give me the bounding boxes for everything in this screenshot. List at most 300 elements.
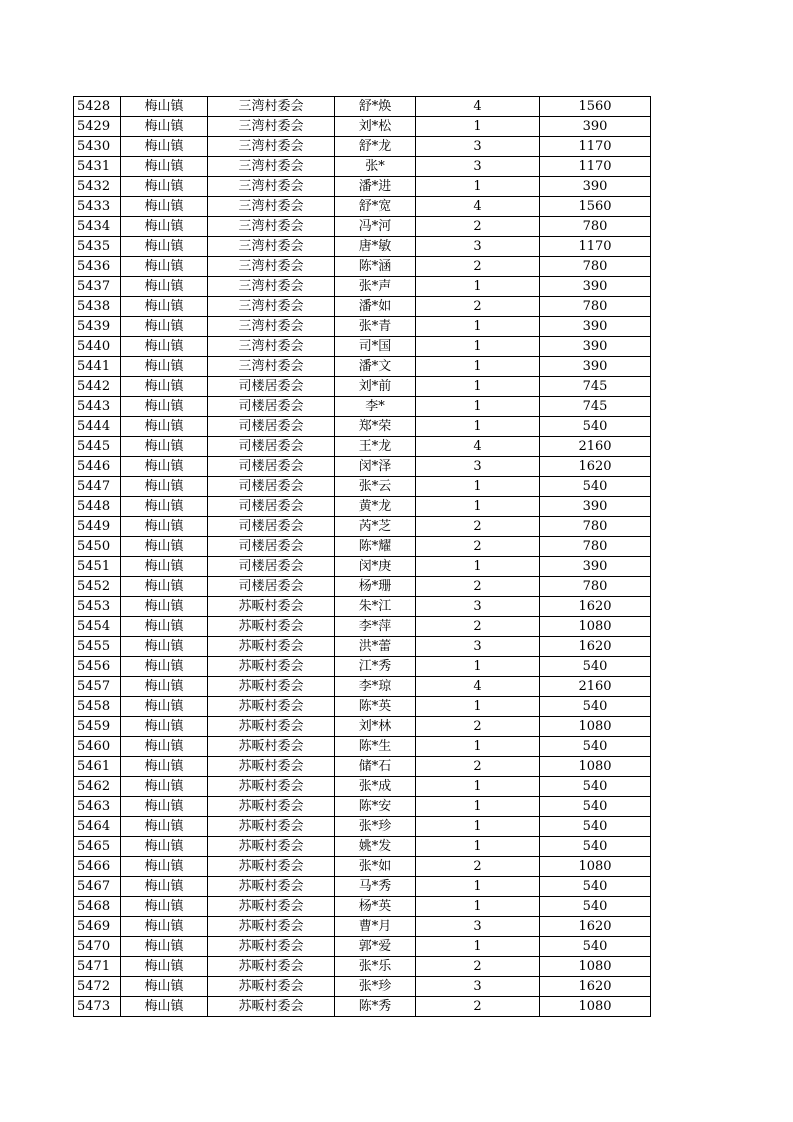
amount-cell: 390 xyxy=(540,277,651,297)
table-row xyxy=(74,497,651,517)
amount-cell: 540 xyxy=(540,477,651,497)
committee-cell: 苏畈村委会 xyxy=(208,737,335,757)
row-id-cell: 5454 xyxy=(74,617,121,637)
table-row xyxy=(74,697,651,717)
table-row xyxy=(74,817,651,837)
town-cell: 梅山镇 xyxy=(121,777,208,797)
town-cell: 梅山镇 xyxy=(121,437,208,457)
name-cell: 刘*林 xyxy=(335,717,416,737)
amount-cell: 1560 xyxy=(540,197,651,217)
count-cell: 4 xyxy=(416,677,540,697)
committee-cell: 苏畈村委会 xyxy=(208,957,335,977)
amount-cell: 540 xyxy=(540,417,651,437)
committee-cell: 三湾村委会 xyxy=(208,297,335,317)
name-cell: 郭*爱 xyxy=(335,937,416,957)
count-cell: 1 xyxy=(416,777,540,797)
amount-cell: 540 xyxy=(540,657,651,677)
table-row xyxy=(74,997,651,1017)
committee-cell: 三湾村委会 xyxy=(208,277,335,297)
amount-cell: 540 xyxy=(540,817,651,837)
amount-cell: 780 xyxy=(540,517,651,537)
row-id-cell: 5429 xyxy=(74,117,121,137)
table-row xyxy=(74,317,651,337)
row-id-cell: 5443 xyxy=(74,397,121,417)
committee-cell: 司楼居委会 xyxy=(208,577,335,597)
name-cell: 李* xyxy=(335,397,416,417)
committee-cell: 三湾村委会 xyxy=(208,157,335,177)
table-row xyxy=(74,837,651,857)
name-cell: 陈*涵 xyxy=(335,257,416,277)
town-cell: 梅山镇 xyxy=(121,597,208,617)
document-page xyxy=(73,96,651,1017)
amount-cell: 780 xyxy=(540,297,651,317)
table-row xyxy=(74,517,651,537)
committee-cell: 苏畈村委会 xyxy=(208,637,335,657)
table-row xyxy=(74,357,651,377)
town-cell: 梅山镇 xyxy=(121,717,208,737)
table-row xyxy=(74,657,651,677)
count-cell: 3 xyxy=(416,137,540,157)
amount-cell: 780 xyxy=(540,537,651,557)
town-cell: 梅山镇 xyxy=(121,737,208,757)
count-cell: 4 xyxy=(416,97,540,117)
name-cell: 刘*前 xyxy=(335,377,416,397)
row-id-cell: 5451 xyxy=(74,557,121,577)
town-cell: 梅山镇 xyxy=(121,577,208,597)
amount-cell: 540 xyxy=(540,777,651,797)
count-cell: 3 xyxy=(416,157,540,177)
name-cell: 司*国 xyxy=(335,337,416,357)
row-id-cell: 5452 xyxy=(74,577,121,597)
table-row xyxy=(74,277,651,297)
committee-cell: 三湾村委会 xyxy=(208,237,335,257)
row-id-cell: 5444 xyxy=(74,417,121,437)
committee-cell: 三湾村委会 xyxy=(208,317,335,337)
town-cell: 梅山镇 xyxy=(121,377,208,397)
committee-cell: 苏畈村委会 xyxy=(208,757,335,777)
count-cell: 1 xyxy=(416,177,540,197)
amount-cell: 1170 xyxy=(540,157,651,177)
town-cell: 梅山镇 xyxy=(121,97,208,117)
table-row xyxy=(74,617,651,637)
table-row xyxy=(74,177,651,197)
row-id-cell: 5461 xyxy=(74,757,121,777)
committee-cell: 苏畈村委会 xyxy=(208,597,335,617)
town-cell: 梅山镇 xyxy=(121,397,208,417)
name-cell: 冯*河 xyxy=(335,217,416,237)
name-cell: 舒*龙 xyxy=(335,137,416,157)
name-cell: 朱*江 xyxy=(335,597,416,617)
amount-cell: 1080 xyxy=(540,997,651,1017)
row-id-cell: 5434 xyxy=(74,217,121,237)
committee-cell: 司楼居委会 xyxy=(208,517,335,537)
town-cell: 梅山镇 xyxy=(121,317,208,337)
count-cell: 3 xyxy=(416,977,540,997)
table-row xyxy=(74,397,651,417)
table-row xyxy=(74,377,651,397)
row-id-cell: 5441 xyxy=(74,357,121,377)
town-cell: 梅山镇 xyxy=(121,117,208,137)
name-cell: 陈*耀 xyxy=(335,537,416,557)
town-cell: 梅山镇 xyxy=(121,257,208,277)
amount-cell: 390 xyxy=(540,117,651,137)
count-cell: 1 xyxy=(416,817,540,837)
committee-cell: 苏畈村委会 xyxy=(208,837,335,857)
amount-cell: 390 xyxy=(540,337,651,357)
committee-cell: 苏畈村委会 xyxy=(208,877,335,897)
town-cell: 梅山镇 xyxy=(121,197,208,217)
town-cell: 梅山镇 xyxy=(121,977,208,997)
row-id-cell: 5467 xyxy=(74,877,121,897)
town-cell: 梅山镇 xyxy=(121,297,208,317)
name-cell: 储*石 xyxy=(335,757,416,777)
committee-cell: 司楼居委会 xyxy=(208,497,335,517)
count-cell: 2 xyxy=(416,577,540,597)
row-id-cell: 5436 xyxy=(74,257,121,277)
committee-cell: 三湾村委会 xyxy=(208,337,335,357)
table-row xyxy=(74,477,651,497)
name-cell: 潘*文 xyxy=(335,357,416,377)
amount-cell: 745 xyxy=(540,397,651,417)
name-cell: 闵*庚 xyxy=(335,557,416,577)
count-cell: 1 xyxy=(416,897,540,917)
name-cell: 李*萍 xyxy=(335,617,416,637)
committee-cell: 司楼居委会 xyxy=(208,377,335,397)
count-cell: 3 xyxy=(416,457,540,477)
count-cell: 2 xyxy=(416,517,540,537)
row-id-cell: 5468 xyxy=(74,897,121,917)
count-cell: 1 xyxy=(416,877,540,897)
name-cell: 张*如 xyxy=(335,857,416,877)
town-cell: 梅山镇 xyxy=(121,857,208,877)
committee-cell: 苏畈村委会 xyxy=(208,897,335,917)
row-id-cell: 5438 xyxy=(74,297,121,317)
count-cell: 4 xyxy=(416,197,540,217)
table-row xyxy=(74,577,651,597)
amount-cell: 390 xyxy=(540,317,651,337)
town-cell: 梅山镇 xyxy=(121,137,208,157)
town-cell: 梅山镇 xyxy=(121,457,208,477)
count-cell: 1 xyxy=(416,557,540,577)
count-cell: 1 xyxy=(416,697,540,717)
name-cell: 芮*芝 xyxy=(335,517,416,537)
row-id-cell: 5437 xyxy=(74,277,121,297)
table-row xyxy=(74,157,651,177)
town-cell: 梅山镇 xyxy=(121,237,208,257)
town-cell: 梅山镇 xyxy=(121,837,208,857)
row-id-cell: 5433 xyxy=(74,197,121,217)
row-id-cell: 5470 xyxy=(74,937,121,957)
count-cell: 1 xyxy=(416,477,540,497)
town-cell: 梅山镇 xyxy=(121,657,208,677)
amount-cell: 2160 xyxy=(540,677,651,697)
committee-cell: 司楼居委会 xyxy=(208,437,335,457)
amount-cell: 780 xyxy=(540,577,651,597)
committee-cell: 三湾村委会 xyxy=(208,217,335,237)
town-cell: 梅山镇 xyxy=(121,177,208,197)
committee-cell: 苏畈村委会 xyxy=(208,817,335,837)
count-cell: 2 xyxy=(416,717,540,737)
name-cell: 张* xyxy=(335,157,416,177)
row-id-cell: 5447 xyxy=(74,477,121,497)
count-cell: 2 xyxy=(416,257,540,277)
amount-cell: 1170 xyxy=(540,237,651,257)
committee-cell: 苏畈村委会 xyxy=(208,717,335,737)
row-id-cell: 5458 xyxy=(74,697,121,717)
amount-cell: 1080 xyxy=(540,957,651,977)
committee-cell: 司楼居委会 xyxy=(208,557,335,577)
amount-cell: 540 xyxy=(540,837,651,857)
name-cell: 王*龙 xyxy=(335,437,416,457)
table-row xyxy=(74,977,651,997)
table-row xyxy=(74,97,651,117)
table-row xyxy=(74,437,651,457)
amount-cell: 2160 xyxy=(540,437,651,457)
table-row xyxy=(74,937,651,957)
town-cell: 梅山镇 xyxy=(121,937,208,957)
row-id-cell: 5471 xyxy=(74,957,121,977)
row-id-cell: 5430 xyxy=(74,137,121,157)
town-cell: 梅山镇 xyxy=(121,557,208,577)
name-cell: 闵*泽 xyxy=(335,457,416,477)
table-row xyxy=(74,917,651,937)
committee-cell: 司楼居委会 xyxy=(208,457,335,477)
name-cell: 张*青 xyxy=(335,317,416,337)
town-cell: 梅山镇 xyxy=(121,497,208,517)
name-cell: 张*乐 xyxy=(335,957,416,977)
table-body xyxy=(74,97,651,1017)
committee-cell: 苏畈村委会 xyxy=(208,777,335,797)
row-id-cell: 5455 xyxy=(74,637,121,657)
committee-cell: 苏畈村委会 xyxy=(208,937,335,957)
amount-cell: 1620 xyxy=(540,637,651,657)
town-cell: 梅山镇 xyxy=(121,897,208,917)
town-cell: 梅山镇 xyxy=(121,477,208,497)
count-cell: 2 xyxy=(416,957,540,977)
town-cell: 梅山镇 xyxy=(121,617,208,637)
town-cell: 梅山镇 xyxy=(121,537,208,557)
amount-cell: 390 xyxy=(540,557,651,577)
committee-cell: 苏畈村委会 xyxy=(208,697,335,717)
name-cell: 张*成 xyxy=(335,777,416,797)
amount-cell: 1080 xyxy=(540,857,651,877)
count-cell: 1 xyxy=(416,377,540,397)
count-cell: 2 xyxy=(416,217,540,237)
committee-cell: 司楼居委会 xyxy=(208,397,335,417)
row-id-cell: 5466 xyxy=(74,857,121,877)
amount-cell: 1620 xyxy=(540,917,651,937)
name-cell: 洪*蕾 xyxy=(335,637,416,657)
count-cell: 1 xyxy=(416,657,540,677)
town-cell: 梅山镇 xyxy=(121,797,208,817)
name-cell: 杨*珊 xyxy=(335,577,416,597)
table-row xyxy=(74,197,651,217)
town-cell: 梅山镇 xyxy=(121,957,208,977)
name-cell: 张*珍 xyxy=(335,977,416,997)
town-cell: 梅山镇 xyxy=(121,997,208,1017)
count-cell: 1 xyxy=(416,397,540,417)
amount-cell: 1620 xyxy=(540,977,651,997)
count-cell: 2 xyxy=(416,857,540,877)
row-id-cell: 5440 xyxy=(74,337,121,357)
row-id-cell: 5428 xyxy=(74,97,121,117)
town-cell: 梅山镇 xyxy=(121,677,208,697)
name-cell: 张*声 xyxy=(335,277,416,297)
count-cell: 3 xyxy=(416,917,540,937)
name-cell: 姚*发 xyxy=(335,837,416,857)
committee-cell: 苏畈村委会 xyxy=(208,977,335,997)
table-row xyxy=(74,877,651,897)
committee-cell: 苏畈村委会 xyxy=(208,997,335,1017)
name-cell: 舒*宽 xyxy=(335,197,416,217)
table-row xyxy=(74,797,651,817)
table-row xyxy=(74,337,651,357)
name-cell: 刘*松 xyxy=(335,117,416,137)
table-row xyxy=(74,117,651,137)
row-id-cell: 5457 xyxy=(74,677,121,697)
table-row xyxy=(74,777,651,797)
committee-cell: 苏畈村委会 xyxy=(208,797,335,817)
table-row xyxy=(74,417,651,437)
town-cell: 梅山镇 xyxy=(121,337,208,357)
name-cell: 张*珍 xyxy=(335,817,416,837)
table-row xyxy=(74,757,651,777)
amount-cell: 1080 xyxy=(540,717,651,737)
name-cell: 张*云 xyxy=(335,477,416,497)
count-cell: 4 xyxy=(416,437,540,457)
row-id-cell: 5448 xyxy=(74,497,121,517)
count-cell: 1 xyxy=(416,837,540,857)
committee-cell: 司楼居委会 xyxy=(208,417,335,437)
count-cell: 1 xyxy=(416,797,540,817)
amount-cell: 745 xyxy=(540,377,651,397)
town-cell: 梅山镇 xyxy=(121,217,208,237)
town-cell: 梅山镇 xyxy=(121,357,208,377)
row-id-cell: 5446 xyxy=(74,457,121,477)
amount-cell: 540 xyxy=(540,897,651,917)
count-cell: 1 xyxy=(416,937,540,957)
table-row xyxy=(74,557,651,577)
row-id-cell: 5472 xyxy=(74,977,121,997)
name-cell: 潘*如 xyxy=(335,297,416,317)
town-cell: 梅山镇 xyxy=(121,517,208,537)
committee-cell: 司楼居委会 xyxy=(208,537,335,557)
table-row xyxy=(74,857,651,877)
amount-cell: 1170 xyxy=(540,137,651,157)
table-row xyxy=(74,537,651,557)
committee-cell: 三湾村委会 xyxy=(208,177,335,197)
amount-cell: 1620 xyxy=(540,457,651,477)
name-cell: 杨*英 xyxy=(335,897,416,917)
committee-cell: 苏畈村委会 xyxy=(208,617,335,637)
town-cell: 梅山镇 xyxy=(121,277,208,297)
row-id-cell: 5445 xyxy=(74,437,121,457)
row-id-cell: 5464 xyxy=(74,817,121,837)
name-cell: 马*秀 xyxy=(335,877,416,897)
count-cell: 2 xyxy=(416,757,540,777)
table-row xyxy=(74,297,651,317)
table-row xyxy=(74,737,651,757)
amount-cell: 540 xyxy=(540,797,651,817)
data-table xyxy=(73,96,651,1017)
name-cell: 陈*秀 xyxy=(335,997,416,1017)
row-id-cell: 5453 xyxy=(74,597,121,617)
amount-cell: 390 xyxy=(540,357,651,377)
committee-cell: 三湾村委会 xyxy=(208,357,335,377)
row-id-cell: 5450 xyxy=(74,537,121,557)
amount-cell: 540 xyxy=(540,877,651,897)
row-id-cell: 5435 xyxy=(74,237,121,257)
count-cell: 2 xyxy=(416,297,540,317)
table-row xyxy=(74,257,651,277)
town-cell: 梅山镇 xyxy=(121,697,208,717)
committee-cell: 三湾村委会 xyxy=(208,97,335,117)
amount-cell: 540 xyxy=(540,937,651,957)
name-cell: 黄*龙 xyxy=(335,497,416,517)
committee-cell: 司楼居委会 xyxy=(208,477,335,497)
name-cell: 郑*荣 xyxy=(335,417,416,437)
row-id-cell: 5462 xyxy=(74,777,121,797)
amount-cell: 540 xyxy=(540,697,651,717)
table-row xyxy=(74,677,651,697)
row-id-cell: 5442 xyxy=(74,377,121,397)
count-cell: 1 xyxy=(416,277,540,297)
row-id-cell: 5469 xyxy=(74,917,121,937)
town-cell: 梅山镇 xyxy=(121,817,208,837)
amount-cell: 390 xyxy=(540,497,651,517)
name-cell: 陈*安 xyxy=(335,797,416,817)
count-cell: 1 xyxy=(416,357,540,377)
town-cell: 梅山镇 xyxy=(121,157,208,177)
name-cell: 江*秀 xyxy=(335,657,416,677)
table-row xyxy=(74,457,651,477)
name-cell: 陈*生 xyxy=(335,737,416,757)
name-cell: 李*琼 xyxy=(335,677,416,697)
row-id-cell: 5439 xyxy=(74,317,121,337)
count-cell: 2 xyxy=(416,997,540,1017)
row-id-cell: 5432 xyxy=(74,177,121,197)
committee-cell: 苏畈村委会 xyxy=(208,677,335,697)
row-id-cell: 5459 xyxy=(74,717,121,737)
amount-cell: 1080 xyxy=(540,757,651,777)
amount-cell: 1080 xyxy=(540,617,651,637)
count-cell: 1 xyxy=(416,737,540,757)
row-id-cell: 5465 xyxy=(74,837,121,857)
count-cell: 3 xyxy=(416,597,540,617)
committee-cell: 三湾村委会 xyxy=(208,137,335,157)
table-row xyxy=(74,597,651,617)
name-cell: 潘*进 xyxy=(335,177,416,197)
table-row xyxy=(74,637,651,657)
count-cell: 3 xyxy=(416,637,540,657)
table-row xyxy=(74,217,651,237)
count-cell: 2 xyxy=(416,537,540,557)
count-cell: 2 xyxy=(416,617,540,637)
town-cell: 梅山镇 xyxy=(121,917,208,937)
amount-cell: 390 xyxy=(540,177,651,197)
name-cell: 唐*敏 xyxy=(335,237,416,257)
count-cell: 3 xyxy=(416,237,540,257)
count-cell: 1 xyxy=(416,317,540,337)
committee-cell: 苏畈村委会 xyxy=(208,657,335,677)
row-id-cell: 5463 xyxy=(74,797,121,817)
table-row xyxy=(74,137,651,157)
committee-cell: 三湾村委会 xyxy=(208,117,335,137)
committee-cell: 三湾村委会 xyxy=(208,197,335,217)
table-row xyxy=(74,717,651,737)
name-cell: 舒*焕 xyxy=(335,97,416,117)
amount-cell: 780 xyxy=(540,257,651,277)
